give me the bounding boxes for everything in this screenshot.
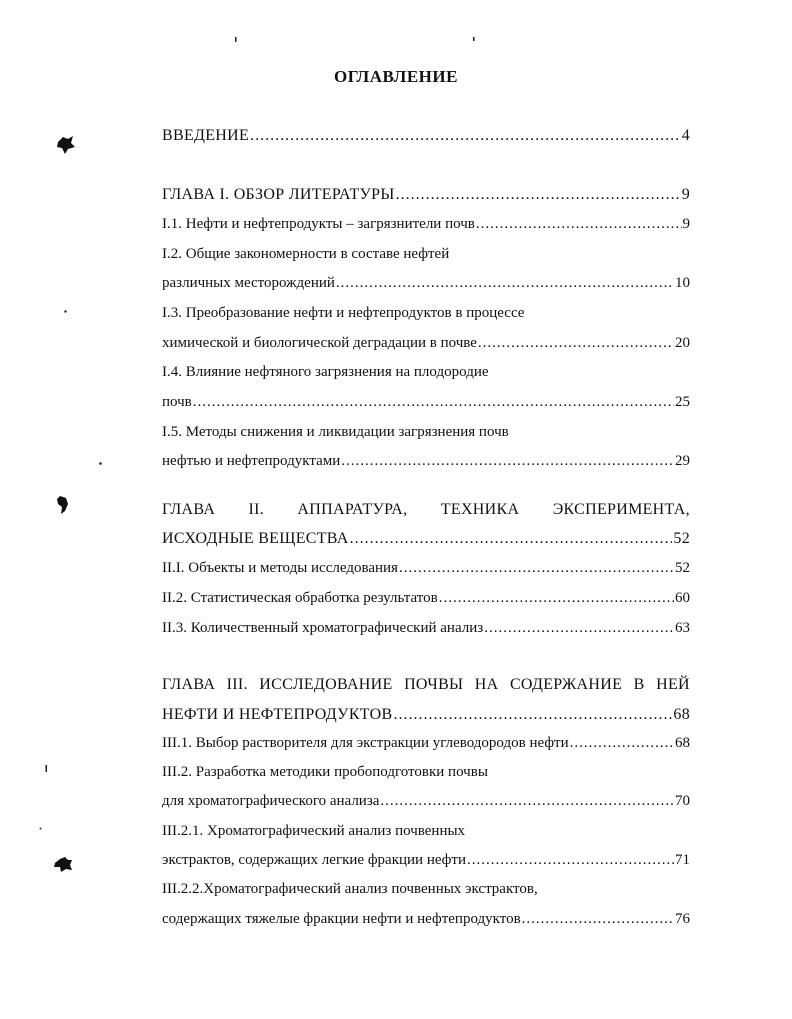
toc-page-number: 68 [675,735,690,751]
toc-entry-title: II.2. Статистическая обработка результатов [162,590,438,606]
toc-page-number: 9 [681,186,690,203]
speck-icon [233,36,239,44]
toc-entry-chapter-3-line1[interactable] [162,676,690,698]
page-title: ОГЛАВЛЕНИЕ [334,67,458,86]
toc-entry-title: I.1. Нефти и нефтепродукты – загрязнители почв [162,216,475,232]
toc-entry-section-2-3[interactable] [162,620,690,642]
toc-entry-title: III.2.1. Хроматографический анализ почвенных [162,823,466,839]
toc-word: ИССЛЕДОВАНИЕ [259,676,393,693]
toc-word: ЭКСПЕРИМЕНТА, [552,501,690,518]
toc-entry-title: нефтью и нефтепродуктами [162,453,341,469]
scan-mark-icon [53,494,73,516]
toc-entry-section-3-1[interactable] [162,735,690,757]
toc-entry-section-3-2-2-line1[interactable] [162,881,690,903]
toc-entry-title: ВВЕДЕНИЕ [162,127,250,144]
dot-leader [393,706,672,724]
dot-leader [478,335,674,352]
toc-entry-title: ГЛАВА I. ОБЗОР ЛИТЕРАТУРЫ [162,186,395,203]
dot-leader [476,216,682,233]
toc-word: ПОЧВЫ [404,676,464,693]
toc-word: ГЛАВА [162,501,216,518]
toc-entry-title: I.5. Методы снижения и ликвидации загрязнения почв [162,424,509,440]
toc-entry-title: I.4. Влияние нефтяного загрязнения на плодородие [162,364,489,380]
toc-entry-section-1-2-line2[interactable] [162,275,690,297]
speck-icon [98,461,103,466]
toc-entry-section-1-4-line2[interactable] [162,394,690,416]
toc-entry-section-1-4-line1[interactable] [162,364,690,386]
toc-page-number: 25 [675,394,690,410]
toc-word: II. [248,501,265,518]
toc-word: III. [226,676,248,693]
dot-leader [522,911,674,928]
toc-entry-chapter-2-line2[interactable] [162,530,690,552]
toc-entry-section-1-5-line2[interactable] [162,453,690,475]
toc-entry-title: содержащих тяжелые фракции нефти и нефтепродуктов [162,911,521,927]
toc-entry-title: почв [162,394,192,410]
toc-word: СОДЕРЖАНИЕ [509,676,623,693]
toc-page-number: 68 [673,706,690,723]
toc-entry-title: II.3. Количественный хроматографический анализ [162,620,484,636]
toc-entry-section-1-3-line1[interactable] [162,305,690,327]
speck-icon [44,764,49,774]
toc-page-number: 63 [675,620,690,636]
toc-entry-title: III.2. Разработка методики пробоподготовки почвы [162,764,488,780]
scan-mark-icon [54,134,78,156]
toc-entry-chapter-2-line1[interactable] [162,501,690,523]
toc-entry-section-1-1[interactable] [162,216,690,238]
toc-entry-section-3-2-2-line2[interactable] [162,911,690,933]
toc-entry-section-3-2-1-line1[interactable] [162,823,690,845]
speck-icon [63,309,68,314]
toc-entry-section-1-3-line2[interactable] [162,335,690,357]
toc-entry-section-1-2-line1[interactable] [162,246,690,268]
dot-leader [380,793,674,810]
dot-leader [350,530,673,548]
dot-leader [484,620,674,637]
toc-entry-title: III.2.2.Хроматографический анализ почвенных экстрактов, [162,881,538,897]
toc-entry-title: НЕФТИ И НЕФТЕПРОДУКТОВ [162,706,393,723]
speck-icon [471,36,477,44]
toc-word: АППАРАТУРА, [297,501,408,518]
dot-leader [250,127,681,145]
toc-entry-section-2-2[interactable] [162,590,690,612]
toc-entry-title: для хроматографического анализа [162,793,380,809]
toc-entry-section-3-2-line1[interactable] [162,764,690,786]
toc-entry-title: экстрактов, содержащих легкие фракции нефти [162,852,466,868]
toc-entry-title: I.2. Общие закономерности в составе нефтей [162,246,450,262]
toc-page-number: 10 [675,275,690,291]
dot-leader [341,453,674,470]
toc-page-number: 52 [675,560,690,576]
toc-word: В [633,676,645,693]
toc-entry-title: различных месторождений [162,275,335,291]
toc-page-number: 70 [675,793,690,809]
toc-entry-chapter-1[interactable] [162,186,690,208]
toc-page-number: 9 [682,216,690,232]
toc-page-number: 52 [673,530,690,547]
toc-entry-title: ИСХОДНЫЕ ВЕЩЕСТВА [162,530,349,547]
toc-entry-section-3-2-line2[interactable] [162,793,690,815]
toc-page-number: 20 [675,335,690,351]
toc-page-number: 4 [681,127,690,144]
scan-mark-icon [52,854,76,876]
dot-leader [399,560,674,577]
dot-leader [439,590,674,607]
toc-word: НА [474,676,499,693]
toc-entry-title: химической и биологической деградации в почве [162,335,477,351]
toc-page-number: 76 [675,911,690,927]
toc-page-number: 60 [675,590,690,606]
dot-leader [396,186,681,204]
toc-entry-introduction[interactable] [162,127,690,149]
toc-entry-chapter-3-line2[interactable] [162,706,690,728]
toc-page-number: 71 [675,852,690,868]
dot-leader [570,735,674,752]
toc-word: ТЕХНИКА [440,501,520,518]
toc-entry-section-2-1[interactable] [162,560,690,582]
toc-word: ГЛАВА [162,676,216,693]
toc-entry-title: II.I. Объекты и методы исследования [162,560,398,576]
toc-word: НЕЙ [656,676,690,693]
toc-entry-title: I.3. Преобразование нефти и нефтепродуктов в процессе [162,305,525,321]
toc-page-number: 29 [675,453,690,469]
dot-leader [336,275,674,292]
speck-icon [38,826,43,831]
toc-entry-title: III.1. Выбор растворителя для экстракции углеводородов нефти [162,735,569,751]
dot-leader [193,394,674,411]
toc-entry-section-3-2-1-line2[interactable] [162,852,690,874]
dot-leader [467,852,674,869]
toc-entry-section-1-5-line1[interactable] [162,424,690,446]
